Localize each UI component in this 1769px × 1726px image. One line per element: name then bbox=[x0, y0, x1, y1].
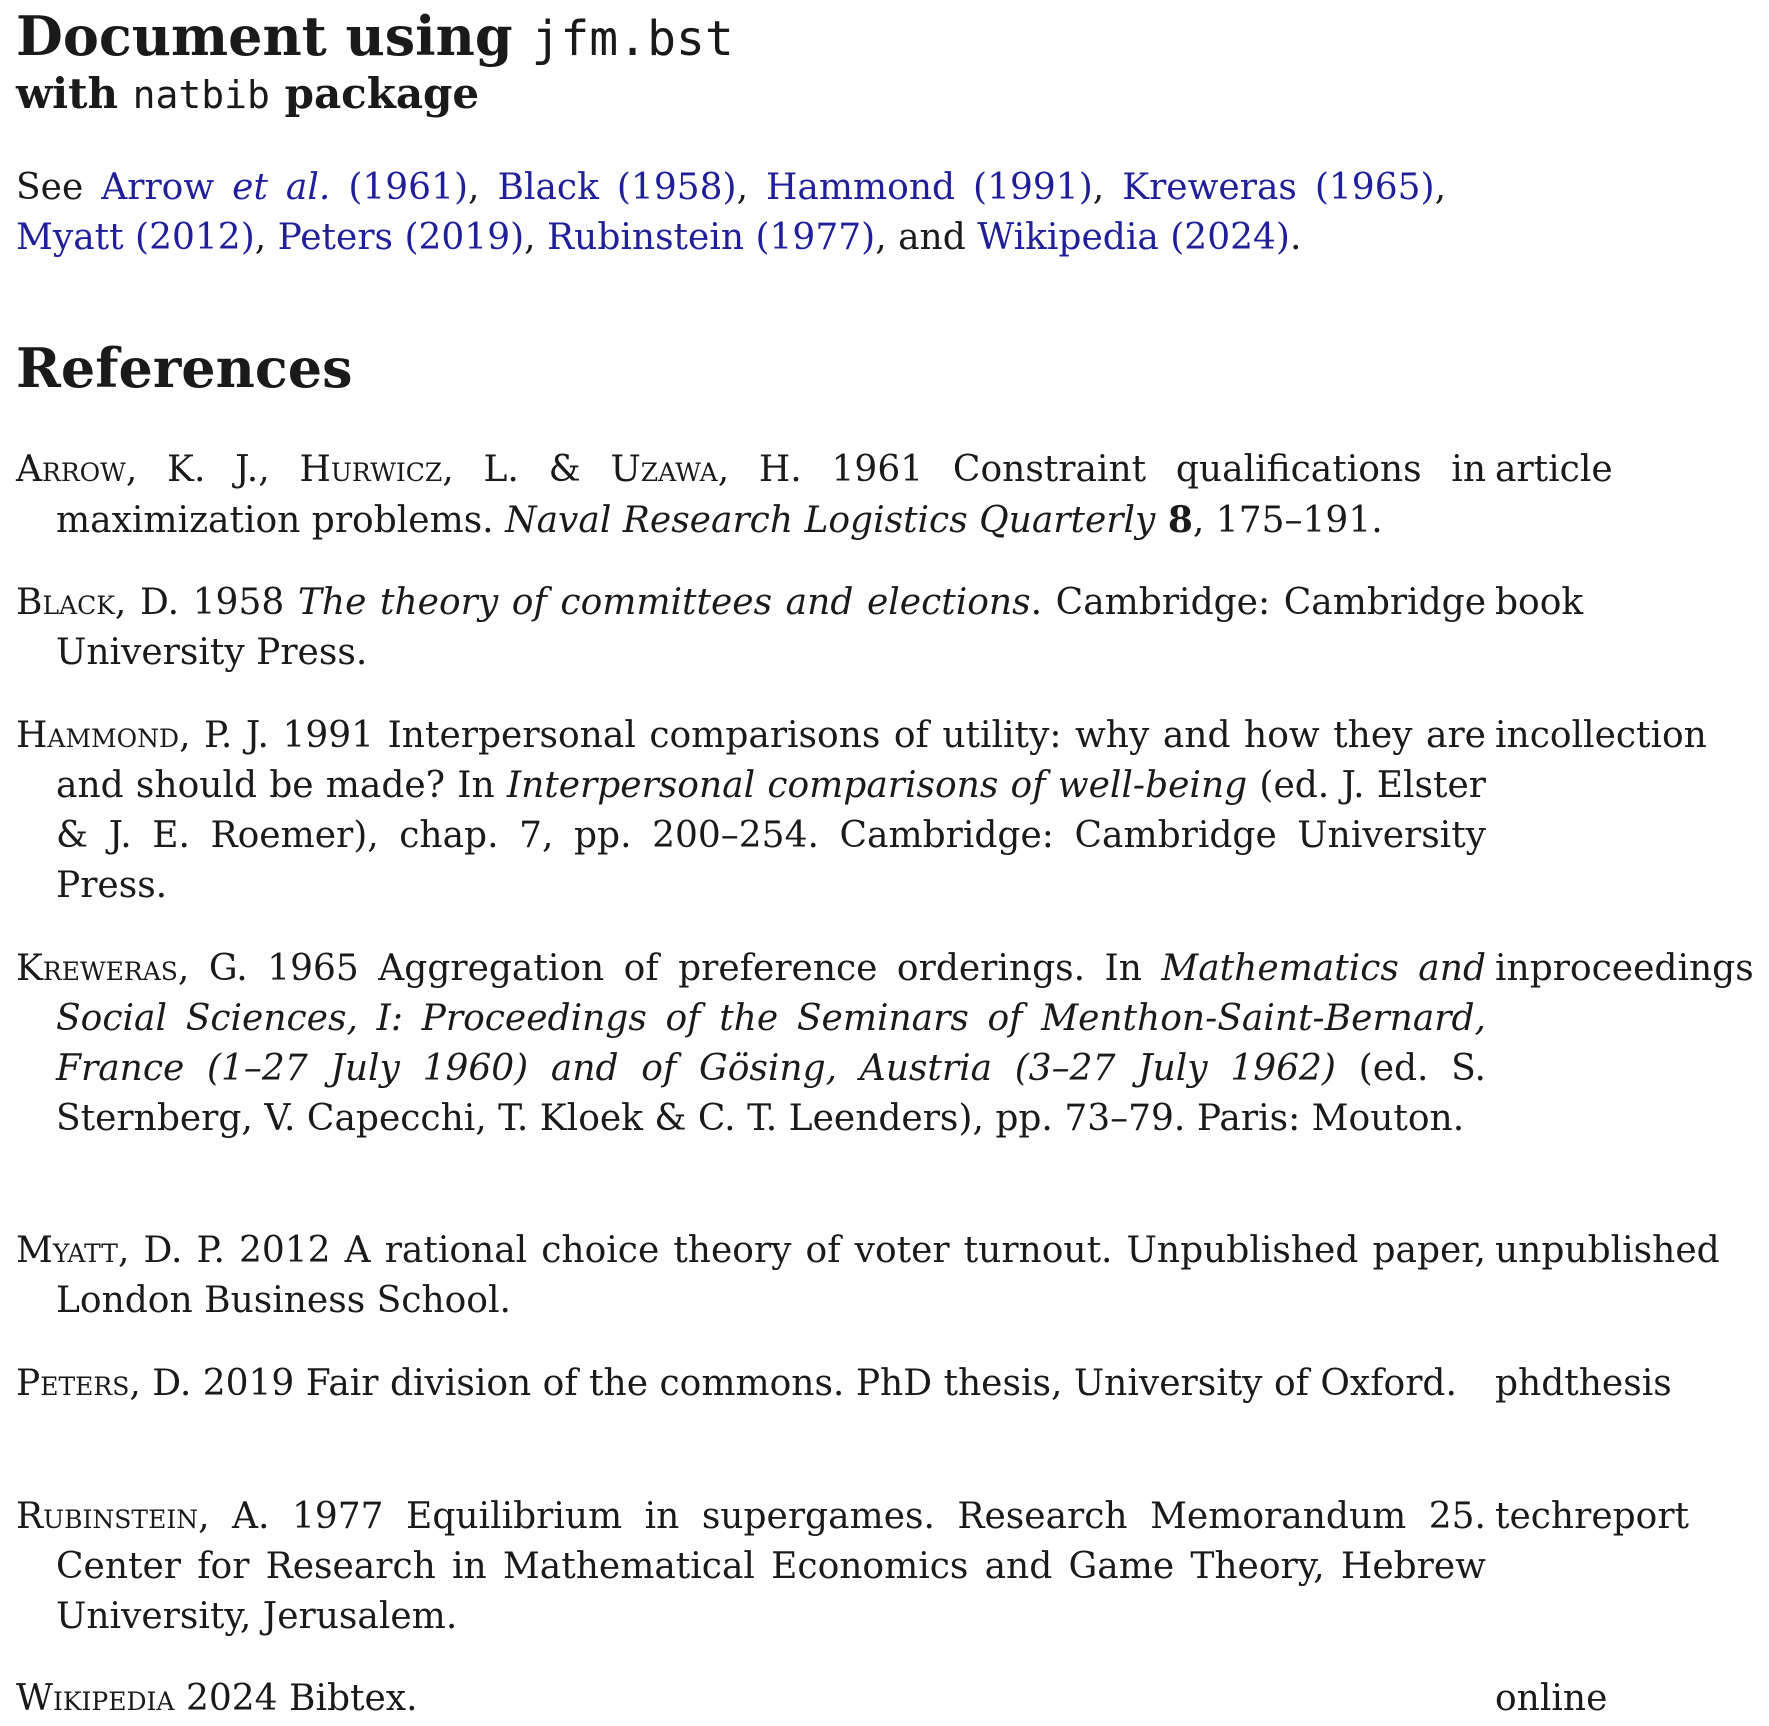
citation-arrow-name: Arrow bbox=[101, 167, 233, 208]
title-prefix: Document using bbox=[16, 4, 532, 68]
subtitle-prefix: with bbox=[16, 69, 133, 118]
reference-proceedings-title: Mathematics and Social Sciences, I: Proceedings of the Seminars of Menthon-Saint-Bernard, France (1–27 July 1960) and of Gösing, Austria (3–27 July 1962) bbox=[56, 948, 1487, 1089]
intro-sep: , bbox=[736, 167, 767, 208]
reference-author-initials: , D. bbox=[129, 1363, 203, 1404]
reference-tail: . Cambridge: Cambridge University Press. bbox=[56, 582, 1487, 673]
reference-author-initials: , K. J., bbox=[125, 449, 300, 490]
reference-author: Kreweras bbox=[16, 948, 178, 989]
citation-arrow[interactable] bbox=[101, 167, 468, 208]
references-heading: References bbox=[16, 336, 353, 400]
reference-entry-peters bbox=[16, 1359, 1486, 1409]
intro-sep: , bbox=[1092, 167, 1123, 208]
reference-entry-myatt bbox=[16, 1226, 1486, 1326]
reference-body: 1958 bbox=[192, 582, 298, 623]
reference-type-label: techreport bbox=[1495, 1496, 1690, 1537]
citation-wikipedia[interactable]: Wikipedia (2024) bbox=[977, 217, 1290, 258]
reference-author: Black bbox=[16, 582, 115, 623]
citation-arrow-year: (1961) bbox=[330, 167, 469, 208]
intro-paragraph bbox=[16, 163, 1446, 263]
reference-volume: 8 bbox=[1155, 499, 1193, 541]
reference-entry-kreweras bbox=[16, 944, 1486, 1144]
reference-body: 2019 Fair division of the commons. PhD thesis, University of Oxford. bbox=[202, 1363, 1457, 1404]
reference-body: 2012 A rational choice theory of voter turnout. Unpublished paper, London Business School. bbox=[56, 1230, 1486, 1321]
reference-author: Arrow bbox=[16, 449, 126, 490]
reference-author-initials: , A. bbox=[198, 1496, 292, 1537]
citation-hammond[interactable]: Hammond (1991) bbox=[766, 167, 1093, 208]
reference-entry-wikipedia bbox=[16, 1674, 1486, 1724]
intro-sep: , bbox=[524, 217, 548, 258]
subtitle-code: natbib bbox=[132, 73, 270, 117]
citation-kreweras[interactable]: Kreweras (1965) bbox=[1122, 167, 1435, 208]
reference-book-title: The theory of committees and elections bbox=[297, 582, 1031, 623]
reference-body: 1977 Equilibrium in supergames. Research Memorandum 25. Center for Research in Mathematical Economics and Game Theory, Hebrew University, Jerusalem. bbox=[56, 1496, 1486, 1637]
reference-type-label: article bbox=[1495, 449, 1613, 490]
reference-body: 2024 Bibtex. bbox=[185, 1678, 418, 1719]
intro-sep: , and bbox=[875, 217, 978, 258]
reference-author: Myatt bbox=[16, 1230, 118, 1271]
intro-sep: , bbox=[254, 217, 278, 258]
reference-type-label: unpublished bbox=[1495, 1230, 1720, 1271]
reference-type-label: incollection bbox=[1495, 715, 1707, 756]
reference-type-label: online bbox=[1495, 1678, 1608, 1719]
reference-type-label: phdthesis bbox=[1495, 1363, 1672, 1404]
reference-tail: (ed. S. Sternberg, V. Capecchi, T. Kloek & C. T. Leenders), pp. 73–79. Paris: Mouton. bbox=[56, 1048, 1487, 1139]
reference-author: Hurwicz bbox=[299, 449, 443, 490]
reference-entry-black bbox=[16, 578, 1486, 678]
reference-tail: (ed. J. Elster & J. E. Roemer), chap. 7, pp. 200–254. Cambridge: Cambridge University Press. bbox=[56, 765, 1487, 906]
citation-peters[interactable]: Peters (2019) bbox=[277, 217, 525, 258]
document-subtitle bbox=[16, 69, 479, 120]
title-code: jfm.bst bbox=[531, 11, 734, 67]
reference-tail: , 175–191. bbox=[1192, 500, 1383, 541]
reference-body: 1965 Aggregation of preference orderings. In bbox=[267, 948, 1162, 989]
reference-type-label: inproceedings bbox=[1495, 948, 1754, 989]
intro-see: See bbox=[16, 167, 102, 208]
reference-author: Uzawa bbox=[610, 449, 718, 490]
reference-author: Rubinstein bbox=[16, 1496, 199, 1537]
reference-body: 1991 Interpersonal comparisons of utility: why and how they are and should be made? In bbox=[56, 715, 1486, 806]
intro-end: . bbox=[1289, 217, 1302, 258]
reference-author-initials: , G. bbox=[177, 948, 268, 989]
reference-entry-rubinstein bbox=[16, 1492, 1486, 1642]
reference-entry-arrow bbox=[16, 445, 1486, 546]
citation-rubinstein[interactable]: Rubinstein (1977) bbox=[547, 217, 876, 258]
reference-entry-hammond bbox=[16, 711, 1486, 911]
reference-author-initials bbox=[174, 1678, 185, 1719]
reference-author: Peters bbox=[16, 1363, 130, 1404]
reference-type-label: book bbox=[1495, 582, 1584, 623]
intro-sep: , bbox=[468, 167, 498, 208]
subtitle-suffix: package bbox=[269, 69, 480, 118]
reference-book-title: Interpersonal comparisons of well-being bbox=[506, 765, 1248, 806]
citation-black[interactable]: Black (1958) bbox=[497, 167, 737, 208]
citation-myatt[interactable]: Myatt (2012) bbox=[16, 217, 255, 258]
reference-body: 1961 Constraint qualifications in maximization problems. bbox=[56, 449, 1487, 541]
citation-arrow-etal: et al. bbox=[232, 167, 331, 208]
reference-author-initials: , H. bbox=[717, 449, 832, 490]
reference-author: Wikipedia bbox=[16, 1678, 175, 1719]
reference-author-initials: , D. P. bbox=[117, 1230, 239, 1271]
reference-author-initials: , P. J. bbox=[179, 715, 283, 756]
intro-sep: , bbox=[1434, 167, 1447, 208]
reference-journal: Naval Research Logistics Quarterly bbox=[505, 500, 1156, 541]
document-title bbox=[16, 6, 734, 69]
reference-author-initials: , L. & bbox=[442, 449, 611, 490]
reference-author-initials: , D. bbox=[114, 582, 193, 623]
reference-author: Hammond bbox=[16, 715, 180, 756]
